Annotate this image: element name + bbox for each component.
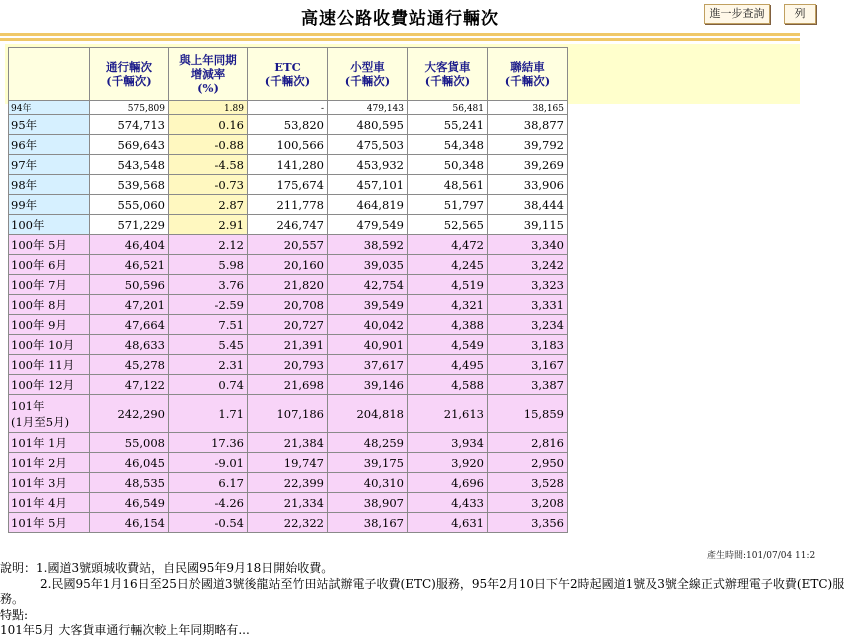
table-cell: 21,698 (248, 375, 328, 395)
table-cell: 457,101 (328, 175, 408, 195)
generated-time: 產生時間:101/07/04 11:2 (707, 551, 816, 561)
table-cell: 20,708 (248, 295, 328, 315)
table-cell: 242,290 (90, 395, 169, 433)
table-cell: 574,713 (90, 115, 169, 135)
table-cell: 39,549 (328, 295, 408, 315)
notes (0, 561, 844, 639)
table-cell: 96年 (9, 135, 90, 155)
table-cell: 39,115 (488, 215, 568, 235)
table-cell: 2,950 (488, 453, 568, 473)
table-cell: -4.58 (169, 155, 248, 175)
table-cell: 0.74 (169, 375, 248, 395)
table-cell: 21,391 (248, 335, 328, 355)
table-cell: 4,388 (408, 315, 488, 335)
table-cell: -0.73 (169, 175, 248, 195)
table-cell: 99年 (9, 195, 90, 215)
note-line-4: 特點: (0, 607, 29, 622)
table-row (9, 155, 568, 175)
table-cell: 479,143 (328, 101, 408, 115)
table-cell: 575,809 (90, 101, 169, 115)
table-cell: 51,797 (408, 195, 488, 215)
table-row (9, 493, 568, 513)
table-cell: 39,792 (488, 135, 568, 155)
table-cell: 5.45 (169, 335, 248, 355)
table-cell: 100年 (9, 215, 90, 235)
table-cell: 543,548 (90, 155, 169, 175)
column-header: 大客貨車 (千輛次) (408, 48, 488, 101)
table-cell: 20,793 (248, 355, 328, 375)
table-cell: 53,820 (248, 115, 328, 135)
table-cell: 4,588 (408, 375, 488, 395)
table-cell: 56,481 (408, 101, 488, 115)
table-cell: 3,934 (408, 433, 488, 453)
table-cell: 38,444 (488, 195, 568, 215)
table-cell: 46,154 (90, 513, 169, 533)
table-cell: 50,348 (408, 155, 488, 175)
table-cell: 98年 (9, 175, 90, 195)
table-cell: 141,280 (248, 155, 328, 175)
table-cell: 569,643 (90, 135, 169, 155)
table-cell: 0.16 (169, 115, 248, 135)
table-cell: 539,568 (90, 175, 169, 195)
table-cell: 3,183 (488, 335, 568, 355)
table-cell: 20,727 (248, 315, 328, 335)
table-cell: 101年 5月 (9, 513, 90, 533)
table-cell: 21,820 (248, 275, 328, 295)
header-band-lower (0, 38, 800, 41)
advanced-query-button[interactable]: 進一步查詢 (704, 4, 770, 24)
table-cell: 46,045 (90, 453, 169, 473)
table-cell: 20,160 (248, 255, 328, 275)
table-row (9, 433, 568, 453)
table-cell: 39,035 (328, 255, 408, 275)
note-line-1: 說明：1.國道3號頭城收費站，自民國95年9月18日開始收費。 (0, 561, 334, 575)
table-cell: 3,242 (488, 255, 568, 275)
table-cell: 3,323 (488, 275, 568, 295)
table-cell: 5.98 (169, 255, 248, 275)
table-row (9, 473, 568, 493)
table-row (9, 453, 568, 473)
table-row (9, 195, 568, 215)
table-cell: 40,042 (328, 315, 408, 335)
table-cell: -9.01 (169, 453, 248, 473)
table-cell: 6.17 (169, 473, 248, 493)
table-row (9, 215, 568, 235)
table-cell: 100年 5月 (9, 235, 90, 255)
table-row-partial (9, 101, 568, 115)
table-header-row (9, 48, 568, 101)
table-cell: 48,561 (408, 175, 488, 195)
table-cell: 101年 3月 (9, 473, 90, 493)
table-cell: 3,528 (488, 473, 568, 493)
table-cell: 479,549 (328, 215, 408, 235)
table-cell: 3,208 (488, 493, 568, 513)
table-row (9, 235, 568, 255)
table-row (9, 315, 568, 335)
table-cell: 47,201 (90, 295, 169, 315)
table-cell: 20,557 (248, 235, 328, 255)
table-cell: 38,877 (488, 115, 568, 135)
table-cell: 2,816 (488, 433, 568, 453)
column-header: 通行輛次 (千輛次) (90, 48, 169, 101)
table-cell: 52,565 (408, 215, 488, 235)
table-cell: 3,234 (488, 315, 568, 335)
table-row (9, 275, 568, 295)
table-cell: 100,566 (248, 135, 328, 155)
table-cell: 19,747 (248, 453, 328, 473)
table-cell: 97年 (9, 155, 90, 175)
table-cell: 46,404 (90, 235, 169, 255)
table-cell: 100年 9月 (9, 315, 90, 335)
table-cell: 39,146 (328, 375, 408, 395)
table-cell: 22,322 (248, 513, 328, 533)
table-cell: 38,165 (488, 101, 568, 115)
table-cell: 100年 11月 (9, 355, 90, 375)
table-cell: 4,495 (408, 355, 488, 375)
table-cell: 101年 1月 (9, 433, 90, 453)
table-cell: 555,060 (90, 195, 169, 215)
table-cell: 37,617 (328, 355, 408, 375)
table-row (9, 335, 568, 355)
table-cell: 101年 (1月至5月) (9, 395, 90, 433)
table-cell: - (248, 101, 328, 115)
table-cell: 54,348 (408, 135, 488, 155)
table-row (9, 255, 568, 275)
table-cell: 48,633 (90, 335, 169, 355)
table-cell: 100年 12月 (9, 375, 90, 395)
table-cell: 50,596 (90, 275, 169, 295)
note-line-3: 務。 (0, 592, 25, 606)
table-cell: 3,356 (488, 513, 568, 533)
table-row (9, 175, 568, 195)
table-cell: 475,503 (328, 135, 408, 155)
table-cell: 15,859 (488, 395, 568, 433)
table-cell: 47,122 (90, 375, 169, 395)
table-row (9, 513, 568, 533)
column-header: ETC (千輛次) (248, 48, 328, 101)
table-cell: 4,631 (408, 513, 488, 533)
table-cell: 95年 (9, 115, 90, 135)
table-cell: 246,747 (248, 215, 328, 235)
table-cell: 107,186 (248, 395, 328, 433)
table-cell: -2.59 (169, 295, 248, 315)
table-cell: 3,340 (488, 235, 568, 255)
table-cell: 4,696 (408, 473, 488, 493)
table-cell: -4.26 (169, 493, 248, 513)
table-cell: 4,519 (408, 275, 488, 295)
column-header: 與上年同期 增減率 (%) (169, 48, 248, 101)
table-cell: 21,613 (408, 395, 488, 433)
table-row (9, 115, 568, 135)
table-cell: 3.76 (169, 275, 248, 295)
table-cell: 38,592 (328, 235, 408, 255)
print-button[interactable]: 列 (784, 4, 816, 24)
table-cell: 100年 7月 (9, 275, 90, 295)
table-row (9, 355, 568, 375)
column-header: 聯結車 (千輛次) (488, 48, 568, 101)
table-cell: 42,754 (328, 275, 408, 295)
table-cell: -0.88 (169, 135, 248, 155)
table-cell: 39,269 (488, 155, 568, 175)
column-header: 小型車 (千輛次) (328, 48, 408, 101)
table-cell: 480,595 (328, 115, 408, 135)
table-cell: 94年 (9, 101, 90, 115)
table-cell: 100年 10月 (9, 335, 90, 355)
note-line-2: 2.民國95年1月16日至25日於國道3號後龍站至竹田站試辦電子收費(ETC)服務，95年2月10日下午2時起國道1號及3號全線正式辦理電子收費(ETC)服 (40, 576, 844, 591)
header-band (0, 33, 800, 36)
table-cell: 17.36 (169, 433, 248, 453)
table-cell: 100年 8月 (9, 295, 90, 315)
table-cell: 3,920 (408, 453, 488, 473)
table-cell: 47,664 (90, 315, 169, 335)
table-cell: 48,535 (90, 473, 169, 493)
table-cell: 3,167 (488, 355, 568, 375)
table-row (9, 135, 568, 155)
table-cell: 100年 6月 (9, 255, 90, 275)
table-row (9, 375, 568, 395)
table-cell: 55,241 (408, 115, 488, 135)
note-line-5: 101年5月 大客貨車通行輛次較上年同期略有... (0, 623, 250, 637)
table-cell: 2.31 (169, 355, 248, 375)
table-cell: 2.12 (169, 235, 248, 255)
table-cell: 453,932 (328, 155, 408, 175)
table-cell: 21,384 (248, 433, 328, 453)
table-row (9, 395, 568, 433)
table-cell: 45,278 (90, 355, 169, 375)
column-header (9, 48, 90, 101)
table-cell: 21,334 (248, 493, 328, 513)
table-cell: 39,175 (328, 453, 408, 473)
table-cell: 2.87 (169, 195, 248, 215)
table-cell: 22,399 (248, 473, 328, 493)
table-cell: 3,331 (488, 295, 568, 315)
table-cell: 1.71 (169, 395, 248, 433)
table-cell: 2.91 (169, 215, 248, 235)
table-cell: 38,167 (328, 513, 408, 533)
table-cell: 101年 4月 (9, 493, 90, 513)
table-cell: 48,259 (328, 433, 408, 453)
traffic-table (8, 47, 568, 533)
table-body (9, 101, 568, 533)
table-cell: 40,310 (328, 473, 408, 493)
page-title: 高速公路收費站通行輛次 (301, 9, 499, 29)
table-cell: 46,521 (90, 255, 169, 275)
table-cell: 4,321 (408, 295, 488, 315)
table-cell: 38,907 (328, 493, 408, 513)
table-cell: 175,674 (248, 175, 328, 195)
table-cell: 1.89 (169, 101, 248, 115)
table-cell: -0.54 (169, 513, 248, 533)
table-cell: 7.51 (169, 315, 248, 335)
table-cell: 211,778 (248, 195, 328, 215)
table-row (9, 295, 568, 315)
table-cell: 4,549 (408, 335, 488, 355)
table-cell: 101年 2月 (9, 453, 90, 473)
table-cell: 571,229 (90, 215, 169, 235)
table-cell: 46,549 (90, 493, 169, 513)
table-cell: 40,901 (328, 335, 408, 355)
table-cell: 33,906 (488, 175, 568, 195)
table-cell: 3,387 (488, 375, 568, 395)
table-cell: 204,818 (328, 395, 408, 433)
table-cell: 4,433 (408, 493, 488, 513)
table-cell: 55,008 (90, 433, 169, 453)
table-cell: 464,819 (328, 195, 408, 215)
table-cell: 4,245 (408, 255, 488, 275)
table-cell: 4,472 (408, 235, 488, 255)
